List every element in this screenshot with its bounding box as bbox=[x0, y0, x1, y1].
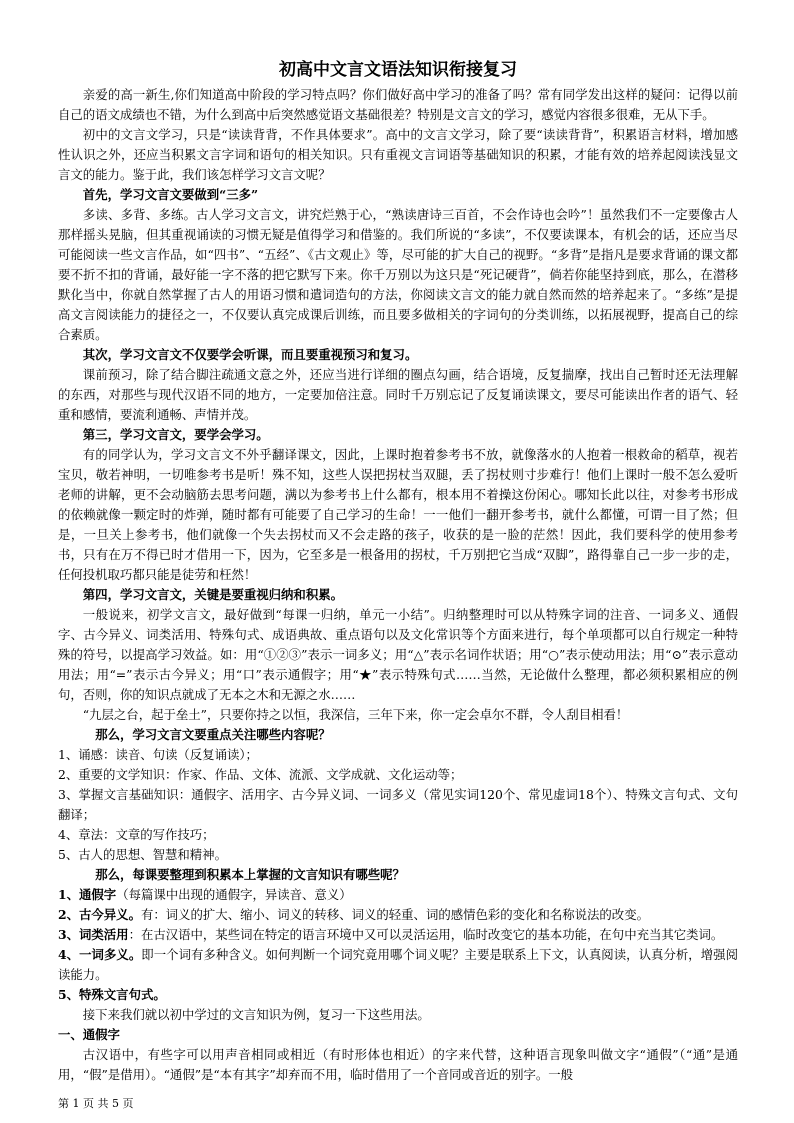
accum-term: 1、通假字 bbox=[58, 887, 117, 902]
accum-item bbox=[58, 945, 738, 985]
accum-item bbox=[58, 925, 738, 945]
heading-second: 其次，学习文言文不仅要学会听课，而且要重视预习和复习。 bbox=[82, 347, 418, 362]
accum-desc: （每篇课中出现的通假字，异读音、意义） bbox=[116, 887, 352, 902]
focus-item: 3、掌握文言基础知识：通假字、活用字、古今异义词、一词多义（常见实词120个、常见虚词18个）、特殊文言句式、文句翻译； bbox=[58, 787, 738, 822]
accum-item bbox=[58, 985, 738, 1005]
document-title: 初高中文言文语法知识衔接复习 bbox=[279, 60, 517, 80]
intro-paragraph-1: 亲爱的高一新生,你们知道高中阶段的学习特点吗？你们做好高中学习的准备了吗？常有同学发出这样的疑问：记得以前自己的语文成绩也不错，为什么到高中后突然感觉语文基础很差？特别是文言文的学习，感觉内容很多很难，无从下手。 bbox=[58, 87, 738, 122]
paragraph-tongjia: 古汉语中，有些字可以用声音相同或相近（有时形体也相近）的字来代替，这种语言现象叫做文字“通假”（“通”是通用，“假”是借用）。“通假”是“本有其字”却弃而不用，临时借用了一个音同或音近的别字。一般 bbox=[58, 1047, 738, 1082]
focus-item: 2、重要的文学知识：作家、作品、文体、流派、文学成就、文化运动等； bbox=[58, 767, 463, 782]
heading-third: 第三，学习文言文，要学会学习。 bbox=[82, 427, 269, 442]
section-heading-tongjia: 一、通假字 bbox=[58, 1027, 120, 1042]
accum-term: 4、一词多义。 bbox=[58, 947, 142, 962]
accum-desc: 即一个词有多种含义。如何判断一个词究竟用哪个词义呢？主要是联系上下文，认真阅读，认真分析，增强阅读能力。 bbox=[58, 947, 739, 982]
heading-accumulation: 那么，每课要整理到积累本上掌握的文言知识有哪些呢？ bbox=[95, 867, 405, 882]
accum-item bbox=[58, 885, 738, 905]
accum-desc: ：在古汉语中，某些词在特定的语言环境中又可以灵活运用，临时改变它的基本功能，在句中充当其它类词。 bbox=[128, 927, 724, 942]
accum-term: 5、特殊文言句式。 bbox=[58, 987, 166, 1002]
paragraph-third: 有的同学认为，学习文言文不外乎翻译课文，因此，上课时抱着参考书不放，就像落水的人抱着一根救命的稻草，视若宝贝，敬若神明，一切唯参考书是听！殊不知，这些人误把拐杖当双腿，丢了拐杖则寸步难行！他们上课时一般不怎么爱听老师的讲解，更不会动脑筋去思考问题，满以为参考书上什么都有，根本用不着操这份闲心。哪知长此以往，对参考书形成的依赖就像一颗定时的炸弹，随时都有可能要了自己学习的生命！一一他们一翻开参考书，就什么都懂，可谓一目了然；但是，一旦关上参考书，他们就像一个失去拐杖而又不会走路的孩子，收获的是一脸的茫然！因此，我们要科学的使用参考书，只有在万不得已时才借用一下，因为，它至多是一根备用的拐杖，千万别把它当成“双脚”，路得靠自己一步一步的走，任何投机取巧都只能是徒劳和枉然！ bbox=[58, 447, 738, 582]
quote-paragraph: “九层之台，起于垒土”，只要你持之以恒，我深信，三年下来，你一定会卓尔不群，令人刮目相看！ bbox=[82, 707, 629, 722]
paragraph-first: 多读、多背、多练。古人学习文言文，讲究烂熟于心，“熟读唐诗三百首，不会作诗也会吟”！虽然我们不一定要像古人那样摇头晃脑，但其重视诵读的习惯无疑是值得学习和借鉴的。我们所说的“多读”，不仅要读课本，有机会的话，还应当尽可能阅读一些文言作品，如“四书”、“五经”、《古文观止》等，尽可能的扩大自己的视野。“多背”是指凡是要求背诵的课文都要不折不扣的背诵，最好能一字不落的把它默写下来。你千万别以为这只是“死记硬背”，倘若你能坚持到底，那么，在潜移默化当中，你就自然掌握了古人的用语习惯和遣词造句的方法，你阅读文言文的能力就自然而然的培养起来了。“多练”是提高文言阅读能力的捷径之一，不仅要认真完成课后训练，而且要多做相关的字词句的分类训练，以拓展视野，提高自己的综合素质。 bbox=[58, 207, 738, 342]
heading-first: 首先，学习文言文要做到“三多” bbox=[82, 187, 259, 202]
focus-item: 4、章法：文章的写作技巧； bbox=[58, 827, 215, 842]
heading-focus: 那么，学习文言文要重点关注哪些内容呢？ bbox=[95, 727, 331, 742]
document-page bbox=[58, 60, 738, 1085]
accum-desc: 有：词义的扩大、缩小、词义的转移、词义的轻重、词的感情色彩的变化和名称说法的改变。 bbox=[140, 907, 649, 922]
paragraph-second: 课前预习，除了结合脚注疏通文意之外，还应当进行详细的圈点勾画，结合语境，反复揣摩，找出自己暂时还无法理解的东西，对那些与现代汉语不同的地方，一定要加倍注意。同时千万别忘记了反复诵读课文，要尽可能读出作者的语气、轻重和感情，要流利通畅、声情并茂。 bbox=[58, 367, 738, 422]
focus-item: 5、古人的思想、智慧和精神。 bbox=[58, 847, 227, 862]
accum-term: 3、词类活用 bbox=[58, 927, 129, 942]
heading-fourth: 第四，学习文言文，关键是要重视归纳和积累。 bbox=[82, 587, 343, 602]
accum-item bbox=[58, 905, 738, 925]
paragraph-fourth: 一般说来，初学文言文，最好做到“每课一归纳，单元一小结”。归纳整理时可以从特殊字词的注音、一词多义、通假字、古今异义、词类活用、特殊句式、成语典故、重点语句以及文化常识等个方面来进行，每个单项都可以自行规定一种特殊的符号，以提高学习效益。如：用“①②③”表示一词多义；用“△”表示名词作状语；用“○”表示使动用法；用“⊙”表示意动用法；用“=”表示古今异义；用“口”表示通假字；用“★”表示特殊句式……当然，无论做什么整理，都必须积累相应的例句，否则，你的知识点就成了无本之木和无源之水…… bbox=[58, 607, 738, 702]
intro-paragraph-2: 初中的文言文学习，只是“读读背背，不作具体要求”。高中的文言文学习，除了要“读读背背”，积累语言材料，增加感性认识之外，还应当积累文言字词和语句的相关知识。只有重视文言词语等基础知识的积累，才能有效的培养起阅读浅显文言文的能力。鉴于此，我们该怎样学习文言文呢？ bbox=[58, 127, 738, 182]
focus-item: 1、诵感：读音、句读（反复诵读）； bbox=[58, 747, 258, 762]
page-footer: 第 1 页 共 5 页 bbox=[58, 1097, 134, 1110]
next-paragraph: 接下来我们就以初中学过的文言知识为例，复习一下这些用法。 bbox=[82, 1007, 430, 1022]
accum-term: 2、古今异义。 bbox=[58, 907, 141, 922]
